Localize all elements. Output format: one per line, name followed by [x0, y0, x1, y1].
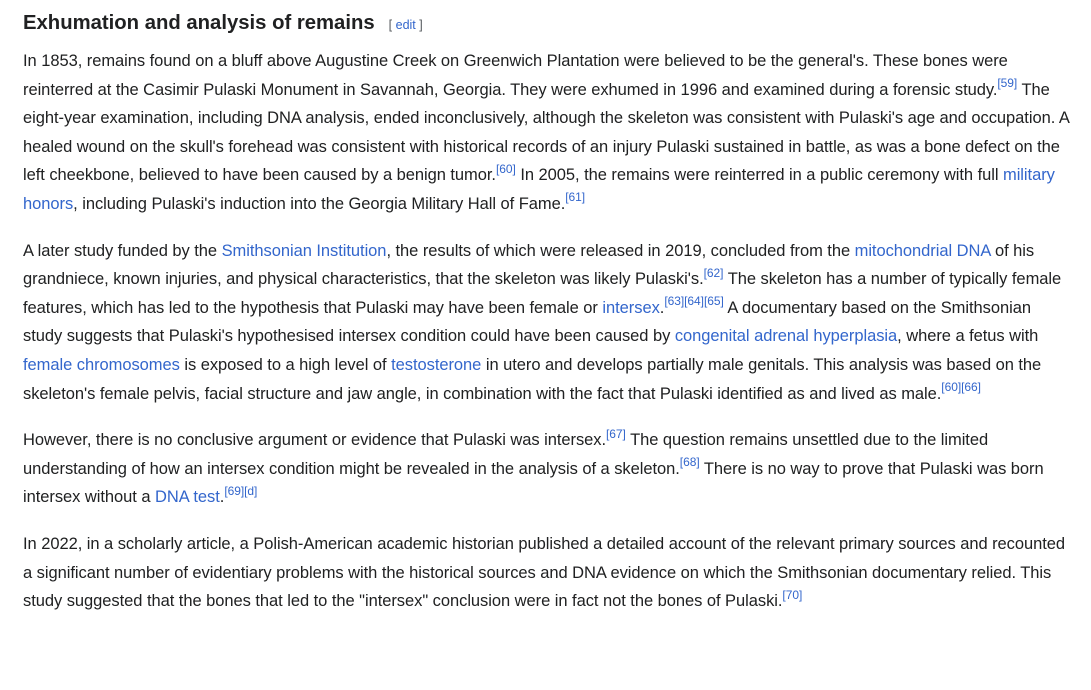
paragraph-4: In 2022, in a scholarly article, a Polish-American academic historian published a detailed account of the relevant primary sources and recounted a significant number of evidentiary problems with the historical sources and DNA evidence on which the Smithsonian documentary relied. This study suggested that the bones that led to the "intersex" conclusion were in fact not the bones of Pulaski.[70]: [23, 534, 1066, 611]
citation[interactable]: [59]: [997, 76, 1018, 91]
section-title: Exhumation and analysis of remains: [23, 12, 375, 34]
paragraph-3: However, there is no conclusive argument or evidence that Pulaski was intersex.[67] The question remains unsettled due to the limited understanding of how an intersex condition might be revealed in the analysis of a skeleton.[68] There is no way to prove that Pulaski was born intersex without a DNA test.[69][d]: [23, 426, 1044, 507]
article-section: [23, 8, 1069, 634]
dna-test-link[interactable]: DNA test: [155, 488, 220, 507]
paragraph-1: In 1853, remains found on a bluff above Augustine Creek on Greenwich Plantation were believed to be the general's. These bones were reinterred at the Casimir Pulaski Monument in Savannah, Georgia. They were exhumed in 1996 and examined during a forensic study.[59] The eight-year examination, including DNA analysis, ended inconclusively, although the skeleton was consistent with Pulaski's age and occupation. A healed wound on the skull's forehead was consistent with historical records of an injury Pulaski sustained in battle, as was a bone defect on the left cheekbone, believed to have been caused by a benign tumor.[60] In 2005, the remains were reinterred in a public ceremony with full military honors, including Pulaski's induction into the Georgia Military Hall of Fame.[61]: [23, 52, 1069, 213]
citation[interactable]: [70]: [782, 587, 803, 602]
edit-section: [ edit ]: [388, 18, 423, 32]
citation[interactable]: [60][66]: [941, 380, 981, 395]
citation[interactable]: [60]: [495, 161, 516, 176]
section-heading: [23, 8, 1069, 40]
citation[interactable]: [62]: [703, 265, 724, 280]
intersex-link[interactable]: intersex: [602, 298, 660, 317]
citation[interactable]: [61]: [565, 190, 586, 205]
citation[interactable]: [67]: [606, 426, 626, 441]
citation[interactable]: [63][64][65]: [664, 294, 724, 309]
paragraph-2: A later study funded by the Smithsonian Institution, the results of which were released in 2019, concluded from the mitochondrial DNA of his grandniece, known injuries, and physical characteristics, that the skeleton was likely Pulaski's.[62] The skeleton has a number of typically female features, which has led to the hypothesis that Pulaski may have been female or intersex.[63][64][65] A documentary based on the Smithsonian study suggests that Pulaski's hypothesised intersex condition could have been caused by congenital adrenal hyperplasia, where a fetus with female chromosomes is exposed to a high level of testosterone in utero and develops partially male genitals. This analysis was based on the skeleton's female pelvis, facial structure and jaw angle, in combination with the fact that Pulaski identified as and lived as male.[60][66]: [23, 241, 1062, 403]
smithsonian-link[interactable]: Smithsonian Institution: [221, 241, 387, 260]
testosterone-link[interactable]: testosterone: [391, 355, 482, 374]
cah-link[interactable]: congenital adrenal hyperplasia: [674, 327, 898, 346]
mitochondrial-dna-link[interactable]: mitochondrial DNA: [854, 241, 991, 260]
citation[interactable]: [69][d]: [224, 483, 258, 498]
female-chromosomes-link[interactable]: female chromosomes: [23, 355, 180, 374]
citation[interactable]: [68]: [679, 455, 700, 470]
military-honors-link[interactable]: military honors: [23, 166, 1055, 213]
edit-link[interactable]: edit: [395, 18, 416, 32]
